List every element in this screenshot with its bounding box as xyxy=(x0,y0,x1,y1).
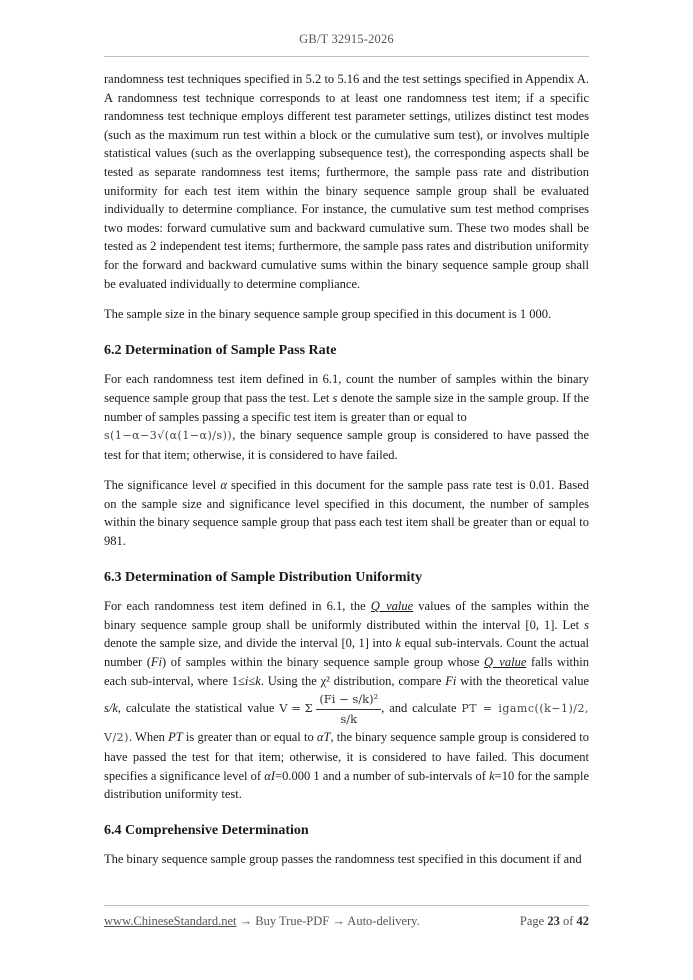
page-footer xyxy=(104,914,589,929)
text-run: with the theoretical value xyxy=(456,673,589,688)
section-6-2-heading: 6.2 Determination of Sample Pass Rate xyxy=(104,342,337,358)
header-rule xyxy=(104,56,589,57)
text-run: The significance level xyxy=(104,478,221,493)
section-6-2-paragraph-2 xyxy=(104,476,589,550)
var-alpha-t: αT xyxy=(316,730,331,745)
text-run: specified in this document for the sample pass rate test is 0.01. Based on the sample size and significance level specified in this document, the number of samples within the binary sequence sample group that pass each test item shall be greater than or equal to 981. xyxy=(104,478,589,549)
var-fi: Fi xyxy=(150,655,163,670)
text-run: =10 for the sample distribution uniformity test. xyxy=(104,768,589,802)
section-6-2-paragraph-1 xyxy=(104,370,589,464)
current-page: 23 xyxy=(547,914,560,928)
text-run: , and calculate xyxy=(381,701,462,716)
formula-numerator: (Fi − s/k)² xyxy=(316,690,381,710)
formula-denominator: s/k xyxy=(340,711,358,726)
text-run: denote the sample size in the sample group. If the number of samples passing a specific test item is greater than or equal to xyxy=(104,390,589,424)
section-6-4-heading: 6.4 Comprehensive Determination xyxy=(104,822,309,838)
text-run: ) of samples within the binary sequence sample group whose xyxy=(162,655,485,670)
text-run: , calculate the statistical value xyxy=(117,701,280,716)
of-word: of xyxy=(559,914,577,928)
var-qvalue: Q_value xyxy=(370,599,414,614)
var-k: k xyxy=(395,636,401,651)
pass-threshold-formula: s(1−α−3√(α(1−α)/s)) xyxy=(104,429,233,443)
formula-lhs: V = Σ xyxy=(279,701,313,716)
page-number xyxy=(520,914,589,929)
var-pt: PT xyxy=(168,730,183,745)
var-i: i xyxy=(244,673,249,688)
page-word: Page xyxy=(519,914,548,928)
var-alpha-i: αI xyxy=(264,768,276,783)
text-run: denote the sample size, and divide the interval [0, 1] into xyxy=(104,636,396,651)
running-header: GB/T 32915-2026 xyxy=(299,32,394,46)
var-s: s xyxy=(584,617,589,632)
text-run: , the binary sequence sample group is considered to have passed the test for that item; otherwise, it is considered to have failed. This document specifies a significance level of xyxy=(104,730,589,783)
section-6-4-paragraph: The binary sequence sample group passes the randomness test specified in this document if and xyxy=(104,852,582,867)
var-s: s xyxy=(332,390,338,405)
text-run: For each randomness test item defined in 6.1, the xyxy=(104,599,371,614)
text-run: is greater than or equal to xyxy=(182,730,317,745)
var-k: k xyxy=(489,768,495,783)
section-6-3-paragraph xyxy=(104,597,589,804)
formula-fraction xyxy=(316,690,381,728)
text-run: . When xyxy=(128,730,169,745)
var-sk: s/k xyxy=(104,701,118,716)
chi-square-formula xyxy=(279,690,381,728)
text-run: =0.000 1 and a number of sub-intervals of xyxy=(275,768,490,783)
text-run: . Using the χ² distribution, compare xyxy=(260,673,446,688)
text-run: For each randomness test item defined in 6.1, count the number of samples within the binary sequence sample group that pass the test. Let xyxy=(104,372,589,405)
text-run: values of the samples within the binary sequence sample group shall be uniformly distributed within the interval [0, 1]. Let xyxy=(104,599,589,632)
var-qvalue: Q_value xyxy=(484,655,527,670)
footer-tagline: → Buy True-PDF → Auto-delivery. xyxy=(236,914,420,928)
var-k: k xyxy=(255,673,261,688)
var-fi: Fi xyxy=(445,673,457,688)
text-run: equal sub-intervals. Count the actual number ( xyxy=(104,636,589,670)
text-run: ≤ xyxy=(248,673,256,688)
var-alpha: α xyxy=(220,478,227,493)
total-pages: 42 xyxy=(576,914,589,928)
footer-rule xyxy=(104,905,589,906)
pt-igamc-formula: PT = igamc((k−1)/2, V/2) xyxy=(104,702,589,745)
section-6-3-heading: 6.3 Determination of Sample Distribution Uniformity xyxy=(104,569,423,585)
intro-paragraph: randomness test techniques specified in 5.2 to 5.16 and the test settings specified in Appendix A. A randomness test technique corresponds to at least one randomness test item; if a specific randomness test technique employs different test parameter settings, utilizes distinct test modes (such as the maximum run test within a block or the cumulative sum test), or involves multiple statistical values (such as the overlapping subsequence test), the corresponding aspects shall be tested as separate randomness test items; furthermore, the sample pass rate and distribution uniformity for each test item within the binary sequence sample group shall be evaluated individually to determine compliance. For instance, the cumulative sum test method comprises two modes: forward cumulative sum and backward cumulative sum. These two modes shall be tested as 2 independent test items; furthermore, the sample pass rates and distribution uniformity for the forward and backward cumulative sums within the binary sequence sample group shall be evaluated individually to determine compliance. xyxy=(104,72,589,291)
text-run: , the binary sequence sample group is considered to have passed the test for that item; otherwise, it is considered to have failed. xyxy=(104,428,589,462)
page-content xyxy=(104,70,589,881)
sample-size-paragraph: The sample size in the binary sequence sample group specified in this document is 1 000. xyxy=(104,307,552,322)
text-run: falls within each sub-interval, where 1≤ xyxy=(104,655,589,688)
site-link[interactable]: www.ChineseStandard.net xyxy=(104,914,237,928)
